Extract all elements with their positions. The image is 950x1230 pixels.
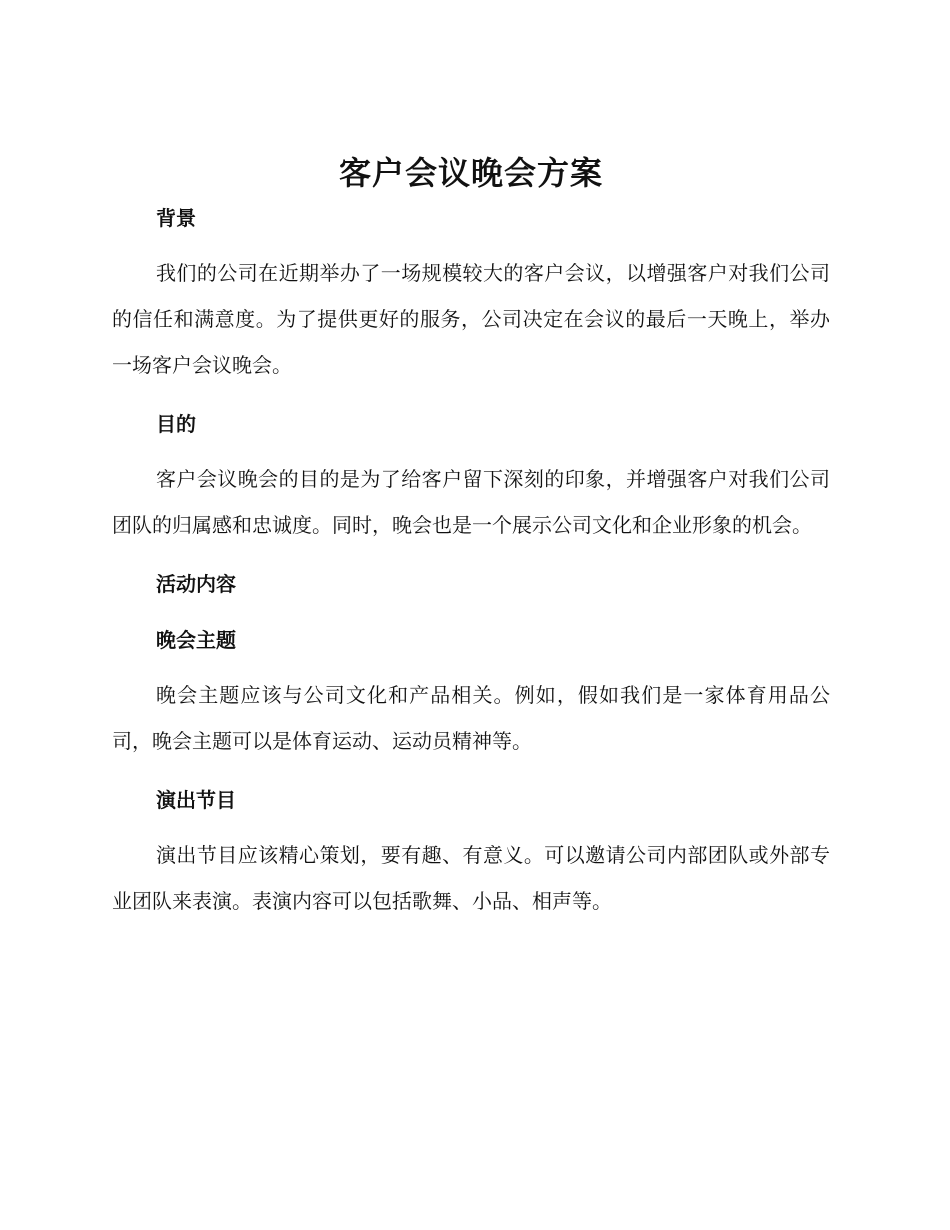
document-title: 客户会议晚会方案: [338, 154, 603, 192]
subsection-heading-performance: 演出节目: [156, 788, 236, 812]
section-heading-purpose: 目的: [156, 412, 196, 436]
paragraph-theme: 晚会主题应该与公司文化和产品相关。例如，假如我们是一家体育用品公司，晚会主题可以是体育运动、运动员精神等。: [112, 683, 830, 753]
paragraph-purpose: 客户会议晚会的目的是为了给客户留下深刻的印象，并增强客户对我们公司团队的归属感和忠诚度。同时，晚会也是一个展示公司文化和企业形象的机会。: [112, 467, 830, 537]
section-heading-activities: 活动内容: [156, 572, 236, 596]
section-heading-background: 背景: [156, 206, 196, 230]
paragraph-background: 我们的公司在近期举办了一场规模较大的客户会议，以增强客户对我们公司的信任和满意度。为了提供更好的服务，公司决定在会议的最后一天晚上，举办一场客户会议晚会。: [112, 261, 830, 377]
document-body: [112, 150, 830, 924]
paragraph-performance: 演出节目应该精心策划，要有趣、有意义。可以邀请公司内部团队或外部专业团队来表演。表演内容可以包括歌舞、小品、相声等。: [112, 843, 830, 913]
subsection-heading-theme: 晚会主题: [156, 628, 236, 652]
